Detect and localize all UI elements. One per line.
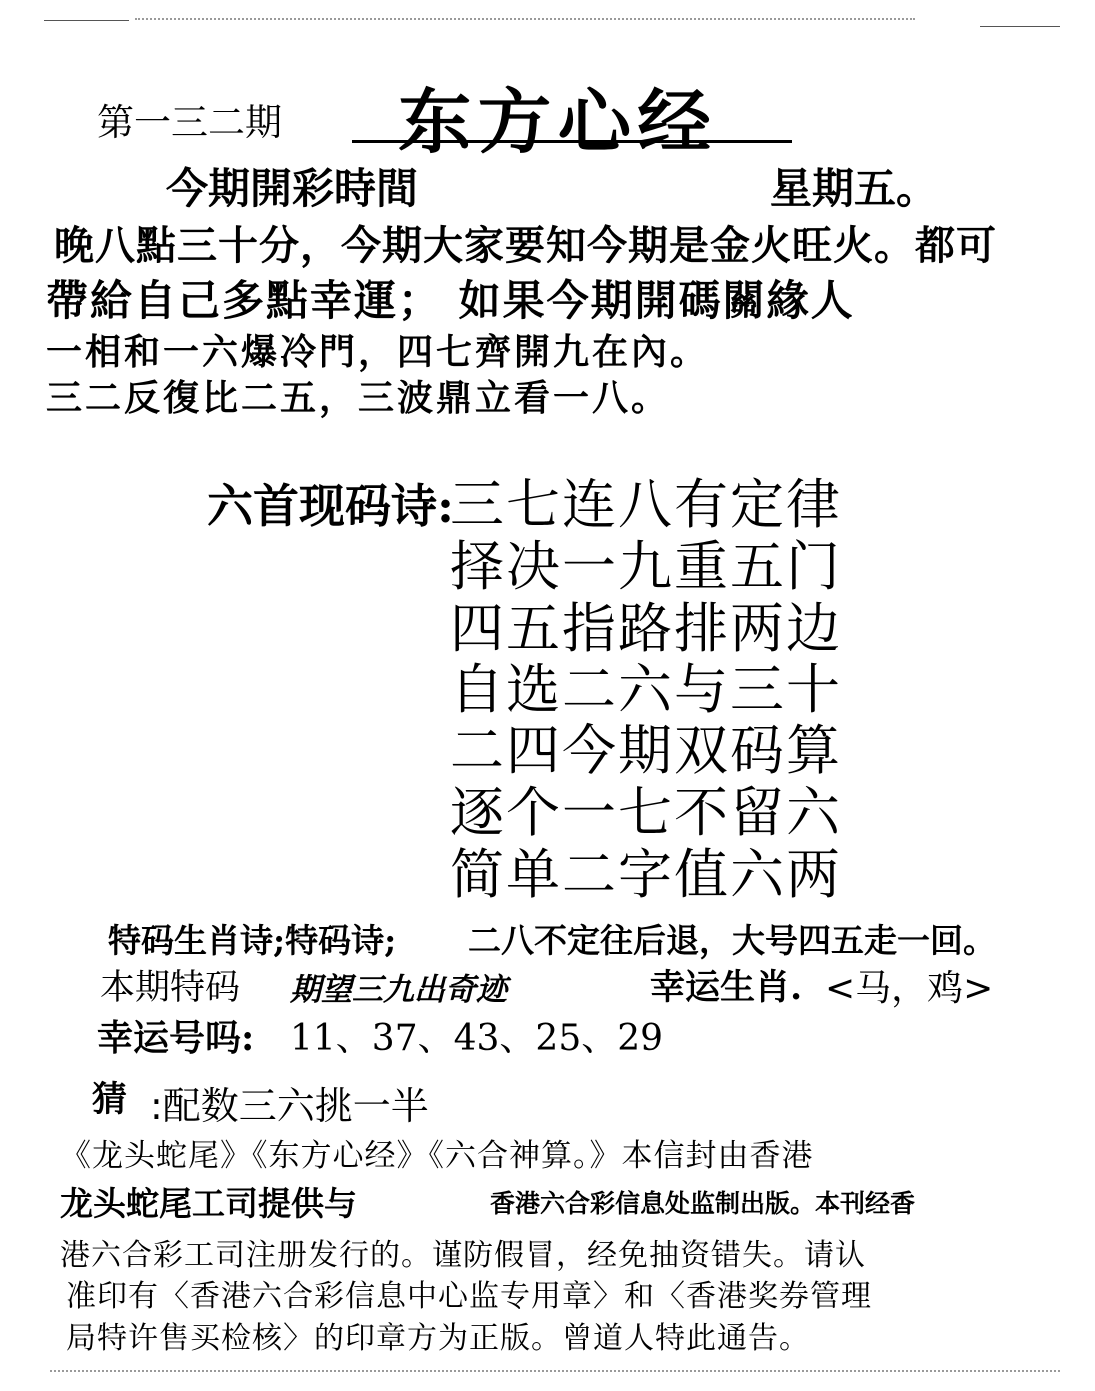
intro-line-3: 帶給自己多點幸運； 如果今期開碼關緣人 xyxy=(46,276,855,325)
title-underline xyxy=(352,140,792,143)
notice-line-2-right: 香港六合彩信息处监制出版。本刊经香 xyxy=(490,1189,916,1218)
lucky-numbers-label: 幸运号吗: xyxy=(97,1017,255,1059)
poem-line: 四五指路排两边 xyxy=(450,597,842,660)
intro-line-1-right: 星期五。 xyxy=(770,164,939,213)
guess-value: :配数三六挑一半 xyxy=(150,1084,429,1128)
intro-line-5: 三二反復比二五，三波鼎立看一八。 xyxy=(46,377,671,419)
issue-number: 第一三二期 xyxy=(97,101,282,144)
notice-line-2-left: 龙头蛇尾工司提供与 xyxy=(60,1184,357,1223)
poem-line: 自选二六与三十 xyxy=(450,658,842,721)
poem-line: 三七连八有定律 xyxy=(450,473,842,536)
intro-line-2: 晚八點三十分，今期大家要知今期是金火旺火。都可 xyxy=(54,222,997,269)
guess-label: 猜 xyxy=(92,1079,128,1120)
lucky-zodiac-label: 幸运生肖. xyxy=(650,967,803,1008)
intro-line-4: 一相和一六爆冷門，四七齊開九在內。 xyxy=(46,331,710,373)
notice-line-5: 局特许售买检核〉的印章方为正版。曾道人特此通告。 xyxy=(66,1321,810,1356)
poem-line: 简单二字值六两 xyxy=(450,843,842,906)
top-dotted-rule xyxy=(135,18,915,20)
this-issue-text: 期望三九出奇迹 xyxy=(290,972,507,1008)
notice-line-3: 港六合彩工司注册发行的。谨防假冒，经免抽资错失。请认 xyxy=(60,1238,866,1273)
lucky-zodiac-value: <马，鸡> xyxy=(825,968,994,1009)
poem-line: 择决一九重五门 xyxy=(450,535,842,598)
bottom-dotted-rule xyxy=(50,1370,1060,1372)
this-issue-label: 本期特码 xyxy=(100,968,241,1008)
special-poem-text: 二八不定往后退，大号四五走一回。 xyxy=(468,921,996,960)
notice-line-4: 准印有〈香港六合彩信息中心监专用章〉和〈香港奖券管理 xyxy=(66,1279,872,1314)
poem-line: 逐个一七不留六 xyxy=(450,781,842,844)
notice-line-1: 《龙头蛇尾》《东方心经》《六合神算。》本信封由香港 xyxy=(60,1138,814,1174)
poem-line: 二四今期双码算 xyxy=(450,719,842,782)
top-rule-right xyxy=(980,26,1060,27)
poem-label: 六首现码诗: xyxy=(207,479,454,533)
special-poem-label: 特码生肖诗;特码诗; xyxy=(108,921,397,960)
intro-line-1-left: 今期開彩時間 xyxy=(166,164,419,213)
page-title: 东方心经 xyxy=(398,80,718,163)
lucky-numbers-value: 11、37、43、25、29 xyxy=(290,1018,664,1059)
top-rule-left xyxy=(44,20,129,21)
